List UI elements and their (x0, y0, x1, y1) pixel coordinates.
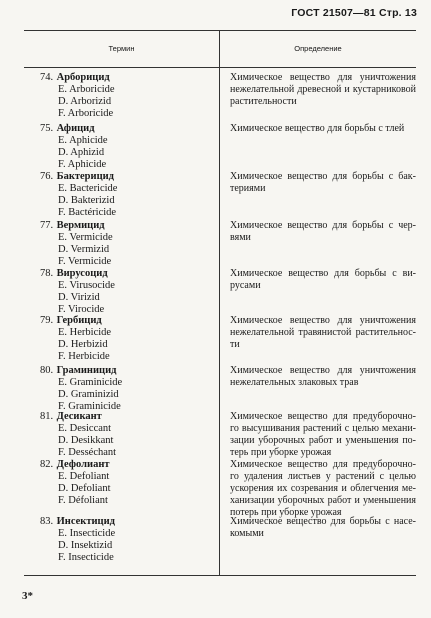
term-french: F. Vermicide (58, 256, 112, 267)
term-number: 80. (40, 365, 54, 376)
term-german: D. Defoliant (58, 483, 111, 494)
term-definition (230, 171, 416, 195)
term-block (40, 459, 215, 507)
term-russian: Вирусоцид (56, 268, 108, 279)
term-german: D. Bakterizid (58, 195, 115, 206)
term-german: D. Vermizid (58, 244, 110, 255)
term-definition (230, 123, 416, 135)
term-russian: Инсектицид (56, 516, 115, 527)
term-definition (230, 459, 416, 519)
term-english: E. Defoliant (58, 471, 110, 482)
term-german: D. Herbizid (58, 339, 108, 350)
term-german: D. Insektizid (58, 540, 113, 551)
term-definition (230, 268, 416, 292)
definition-line: ханизации уборочных работ и уменьшения (230, 495, 416, 506)
definition-line: Химическое вещество для уничтожения (230, 315, 416, 326)
column-header-definition: Определение (294, 44, 342, 53)
definition-line: растительности (230, 96, 297, 107)
term-number: 76. (40, 171, 54, 182)
term-block (40, 365, 215, 413)
definition-line: вями (230, 232, 251, 243)
term-french: F. Virocide (58, 304, 105, 315)
term-german: D. Arborizid (58, 96, 112, 107)
terms-table (24, 30, 416, 575)
term-number: 83. (40, 516, 54, 527)
term-russian: Вермицид (56, 220, 105, 231)
term-definition (230, 411, 416, 459)
term-english: E. Arboricide (58, 84, 115, 95)
term-block (40, 268, 215, 316)
term-block (40, 123, 215, 171)
term-number: 78. (40, 268, 54, 279)
term-english: E. Bactericide (58, 183, 118, 194)
term-number: 74. (40, 72, 54, 83)
term-french: F. Bactéricide (58, 207, 117, 218)
table-column-divider (219, 30, 220, 575)
page-header: ГОСТ 21507—81 Стр. 13 (291, 7, 417, 19)
definition-line: комыми (230, 528, 264, 539)
term-number: 77. (40, 220, 54, 231)
definition-line: го высушивания растений с целью механи- (230, 423, 416, 434)
term-english: E. Insecticide (58, 528, 116, 539)
term-russian: Граминицид (56, 365, 117, 376)
term-definition (230, 315, 416, 351)
definition-line: ускорения их созревания и облегчения ме- (230, 483, 416, 494)
definition-line: Химическое вещество для борьбы с бак- (230, 171, 416, 182)
definition-line: терь при уборке урожая (230, 447, 332, 458)
term-russian: Десикант (56, 411, 102, 422)
definition-line: Химическое вещество для предуборочно- (230, 411, 416, 422)
term-english: E. Vermicide (58, 232, 113, 243)
term-english: E. Herbicide (58, 327, 112, 338)
definition-line: Химическое вещество для предуборочно- (230, 459, 416, 470)
term-french: F. Insecticide (58, 552, 114, 563)
term-french: F. Défoliant (58, 495, 108, 506)
term-block (40, 315, 215, 363)
term-german: D. Aphizid (58, 147, 105, 158)
term-block (40, 516, 215, 564)
term-german: D. Graminizid (58, 389, 119, 400)
definition-line: го удаления листьев у растений с целью (230, 471, 416, 482)
term-block (40, 411, 215, 459)
term-number: 82. (40, 459, 54, 470)
definition-line: Химическое вещество для борьбы с тлей (230, 123, 405, 134)
table-top-rule (24, 30, 416, 31)
table-header-rule (24, 67, 416, 68)
term-french: F. Graminicide (58, 401, 121, 412)
definition-line: Химическое вещество для борьбы с ви- (230, 268, 416, 279)
column-header-term: Термин (108, 44, 135, 53)
term-russian: Афицид (56, 123, 95, 134)
term-block (40, 171, 215, 219)
term-definition (230, 220, 416, 244)
definition-line: Химическое вещество для уничтожения (230, 72, 416, 83)
definition-line: Химическое вещество для борьбы с насе- (230, 516, 416, 527)
definition-line: ти (230, 339, 240, 350)
term-number: 75. (40, 123, 54, 134)
term-english: E. Graminicide (58, 377, 123, 388)
term-english: E. Desiccant (58, 423, 112, 434)
term-english: E. Virusocide (58, 280, 115, 291)
term-russian: Дефолиант (56, 459, 110, 470)
page-mark: 3* (22, 590, 33, 602)
term-russian: Бактерицид (56, 171, 114, 182)
definition-line: нежелательных злаковых трав (230, 377, 359, 388)
term-definition (230, 72, 416, 108)
term-english: E. Aphicide (58, 135, 108, 146)
term-block (40, 220, 215, 268)
definition-line: нежелательной травянистой растительнос- (230, 327, 416, 338)
term-french: F. Herbicide (58, 351, 110, 362)
term-russian: Арборицид (56, 72, 110, 83)
term-french: F. Arboricide (58, 108, 114, 119)
term-german: D. Virizid (58, 292, 100, 303)
definition-line: териями (230, 183, 266, 194)
term-definition (230, 516, 416, 540)
definition-line: Химическое вещество для уничтожения (230, 365, 416, 376)
term-definition (230, 365, 416, 389)
definition-line: русами (230, 280, 261, 291)
term-french: F. Desséchant (58, 447, 117, 458)
term-block (40, 72, 215, 120)
term-russian: Гербицид (56, 315, 102, 326)
definition-line: потерь при уборке урожая (230, 507, 342, 518)
term-french: F. Aphicide (58, 159, 107, 170)
term-number: 79. (40, 315, 54, 326)
term-number: 81. (40, 411, 54, 422)
definition-line: нежелательной древесной и кустарниковой (230, 84, 416, 95)
definition-line: зации уборочных работ и уменьшения по- (230, 435, 416, 446)
term-german: D. Desikkant (58, 435, 114, 446)
definition-line: Химическое вещество для борьбы с чер- (230, 220, 416, 231)
table-bottom-rule (24, 575, 416, 576)
